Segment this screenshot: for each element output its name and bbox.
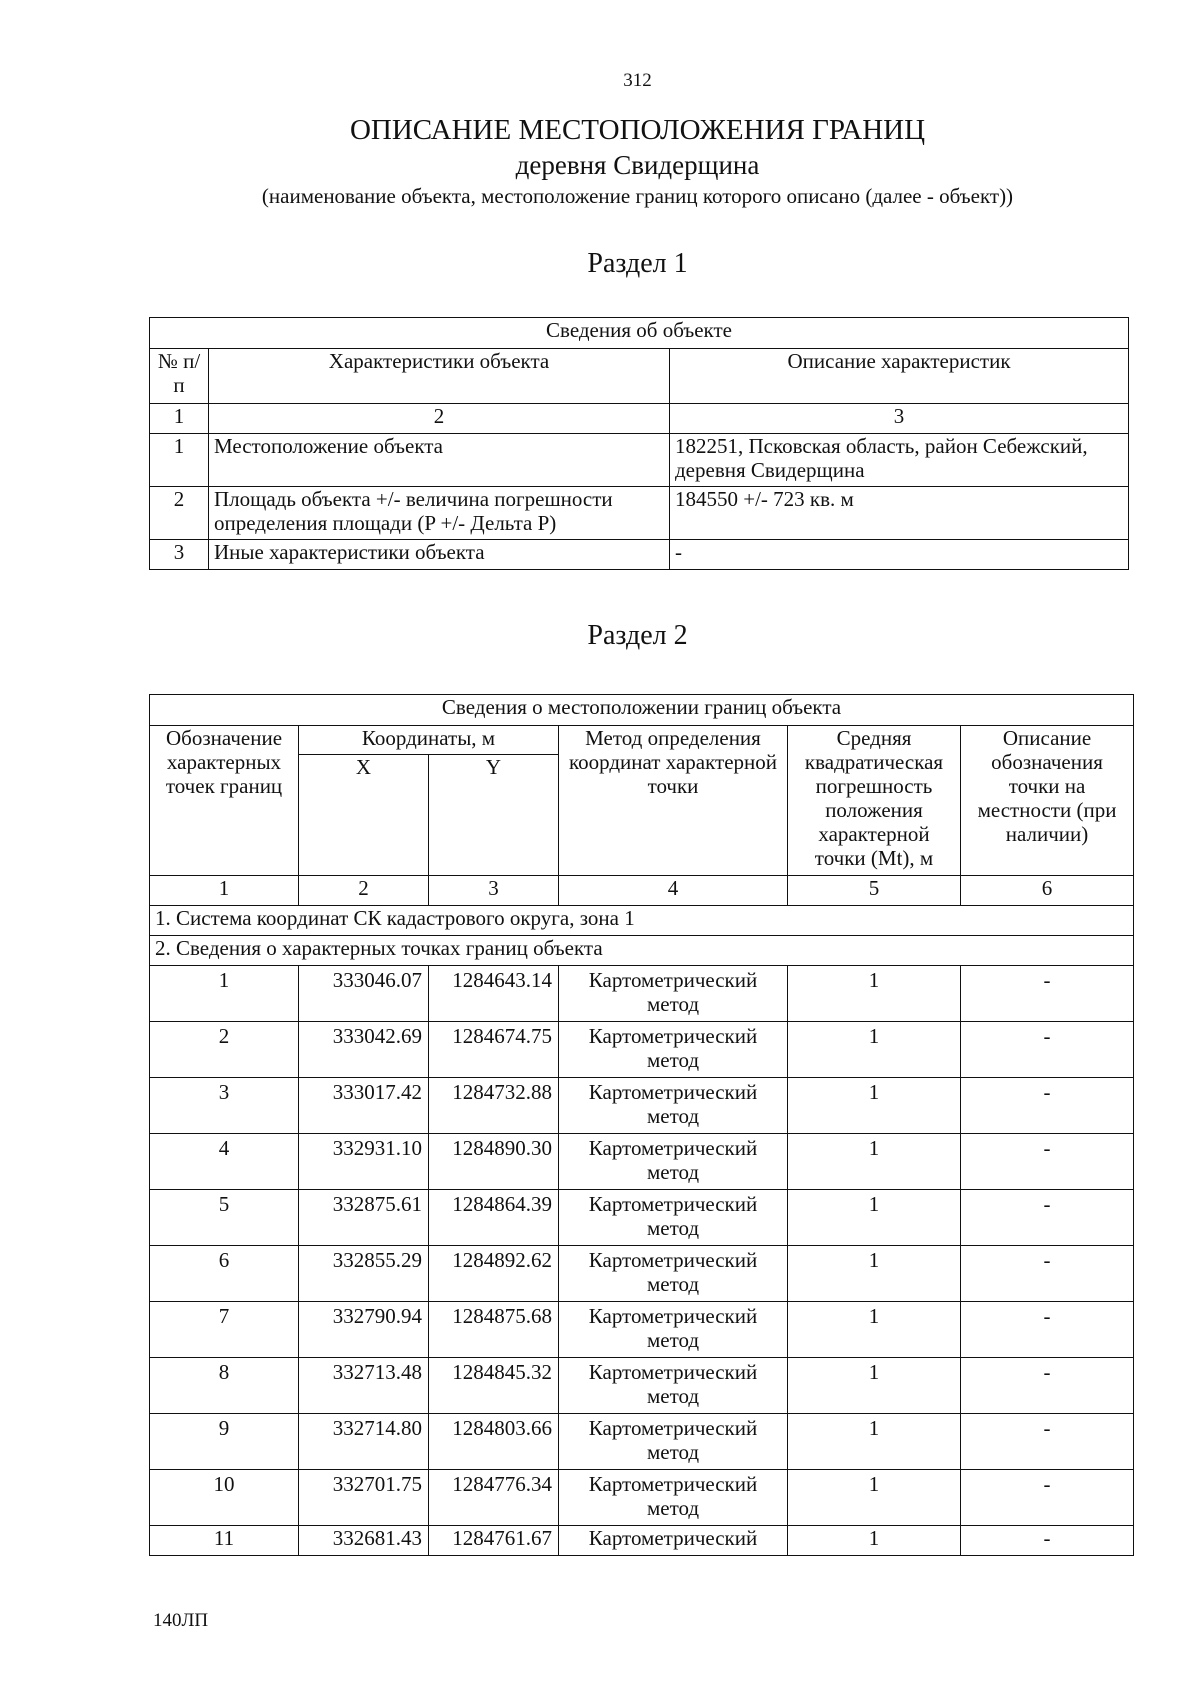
point-method: Картометрический метод [559, 1078, 788, 1134]
point-accuracy: 1 [788, 966, 961, 1022]
coordinate-system-row: 1. Система координат СК кадастрового округа, зона 1 [150, 906, 1134, 936]
point-description: - [961, 1190, 1134, 1246]
footer-code: 140ЛП [153, 1610, 209, 1631]
point-accuracy: 1 [788, 1246, 961, 1302]
point-id: 10 [150, 1470, 299, 1526]
point-y: 1284875.68 [429, 1302, 559, 1358]
table-row [150, 1302, 1134, 1358]
point-y: 1284845.32 [429, 1358, 559, 1414]
point-description: - [961, 1246, 1134, 1302]
point-method: Картометрический метод [559, 1246, 788, 1302]
point-accuracy: 1 [788, 1526, 961, 1556]
point-y: 1284761.67 [429, 1526, 559, 1556]
point-x: 332875.61 [299, 1190, 429, 1246]
point-accuracy: 1 [788, 1190, 961, 1246]
row-characteristic: Иные характеристики объекта [209, 540, 670, 570]
point-description: - [961, 1134, 1134, 1190]
row-num: 3 [150, 540, 209, 570]
point-x: 332855.29 [299, 1246, 429, 1302]
column-number: 1 [150, 404, 209, 434]
point-accuracy: 1 [788, 1414, 961, 1470]
point-x: 332681.43 [299, 1526, 429, 1556]
row-description: 184550 +/- 723 кв. м [670, 487, 1129, 540]
point-id: 11 [150, 1526, 299, 1556]
row-num: 2 [150, 487, 209, 540]
points-body [150, 966, 1134, 1556]
table-row [150, 966, 1134, 1022]
table-row [150, 434, 1129, 487]
point-method: Картометрический метод [559, 1022, 788, 1078]
column-number: 2 [209, 404, 670, 434]
point-x: 333046.07 [299, 966, 429, 1022]
table-row [150, 1134, 1134, 1190]
boundary-points-table [149, 694, 1134, 1556]
row-description: - [670, 540, 1129, 570]
point-x: 332701.75 [299, 1470, 429, 1526]
section-2-heading: Раздел 2 [587, 620, 688, 651]
point-x: 332931.10 [299, 1134, 429, 1190]
column-number: 3 [670, 404, 1129, 434]
object-name: деревня Свидерщина [515, 150, 760, 180]
table-row [150, 1358, 1134, 1414]
point-id: 1 [150, 966, 299, 1022]
point-description: - [961, 966, 1134, 1022]
point-y: 1284890.30 [429, 1134, 559, 1190]
point-x: 332714.80 [299, 1414, 429, 1470]
col-header-x: X [299, 755, 429, 876]
point-description: - [961, 1414, 1134, 1470]
row-characteristic: Местоположение объекта [209, 434, 670, 487]
table-row [150, 1078, 1134, 1134]
column-number: 5 [788, 876, 961, 906]
table-row [150, 1470, 1134, 1526]
column-number: 2 [299, 876, 429, 906]
point-x: 333017.42 [299, 1078, 429, 1134]
point-y: 1284864.39 [429, 1190, 559, 1246]
point-method: Картометрический метод [559, 1134, 788, 1190]
column-number: 6 [961, 876, 1134, 906]
column-number: 3 [429, 876, 559, 906]
col-header-description: Описание характеристик [670, 349, 1129, 404]
point-method: Картометрический метод [559, 1302, 788, 1358]
object-name-caption: (наименование объекта, местоположение границ которого описано (далее - объект)) [261, 184, 1014, 208]
table-row [150, 1190, 1134, 1246]
row-description: 182251, Псковская область, район Себежский, деревня Свидерщина [670, 434, 1129, 487]
col-header-location-description: Описание обозначения точки на местности (при наличии) [961, 726, 1134, 876]
point-y: 1284803.66 [429, 1414, 559, 1470]
col-header-coords: Координаты, м [299, 726, 559, 755]
col-header-characteristic: Характеристики объекта [209, 349, 670, 404]
point-method: Картометрический метод [559, 1358, 788, 1414]
point-description: - [961, 1022, 1134, 1078]
point-id: 5 [150, 1190, 299, 1246]
row-characteristic: Площадь объекта +/- величина погрешности определения площади (P +/- Дельта P) [209, 487, 670, 540]
point-id: 7 [150, 1302, 299, 1358]
table-row [150, 1414, 1134, 1470]
section-1-heading: Раздел 1 [587, 248, 688, 279]
table-row [150, 1526, 1134, 1556]
point-id: 3 [150, 1078, 299, 1134]
object-info-table-title: Сведения об объекте [150, 318, 1129, 349]
table-row [150, 487, 1129, 540]
points-section-row: 2. Сведения о характерных точках границ объекта [150, 936, 1134, 966]
point-id: 6 [150, 1246, 299, 1302]
col-header-y: Y [429, 755, 559, 876]
point-id: 2 [150, 1022, 299, 1078]
point-y: 1284643.14 [429, 966, 559, 1022]
point-accuracy: 1 [788, 1022, 961, 1078]
point-description: - [961, 1302, 1134, 1358]
table-row [150, 1246, 1134, 1302]
point-id: 8 [150, 1358, 299, 1414]
point-id: 9 [150, 1414, 299, 1470]
point-description: - [961, 1078, 1134, 1134]
col-header-num: № п/п [150, 349, 209, 404]
row-num: 1 [150, 434, 209, 487]
object-info-table [149, 317, 1129, 570]
col-header-point: Обозначение характерных точек границ [150, 726, 299, 876]
column-number: 1 [150, 876, 299, 906]
point-description: - [961, 1470, 1134, 1526]
col-header-accuracy: Средняя квадратическая погрешность положения характерной точки (Mt), м [788, 726, 961, 876]
point-y: 1284776.34 [429, 1470, 559, 1526]
boundary-table-title: Сведения о местоположении границ объекта [150, 695, 1134, 726]
column-number: 4 [559, 876, 788, 906]
document-header [0, 112, 1200, 210]
point-method: Картометрический [559, 1526, 788, 1556]
point-method: Картометрический метод [559, 966, 788, 1022]
point-accuracy: 1 [788, 1302, 961, 1358]
page-number: 312 [623, 70, 652, 91]
col-header-method: Метод определения координат характерной точки [559, 726, 788, 876]
document-title: ОПИСАНИЕ МЕСТОПОЛОЖЕНИЯ ГРАНИЦ [349, 114, 926, 146]
table-row [150, 540, 1129, 570]
point-accuracy: 1 [788, 1470, 961, 1526]
point-x: 333042.69 [299, 1022, 429, 1078]
point-y: 1284674.75 [429, 1022, 559, 1078]
point-accuracy: 1 [788, 1078, 961, 1134]
point-description: - [961, 1358, 1134, 1414]
point-x: 332713.48 [299, 1358, 429, 1414]
point-description: - [961, 1526, 1134, 1556]
point-method: Картометрический метод [559, 1414, 788, 1470]
point-method: Картометрический метод [559, 1470, 788, 1526]
table-row [150, 1022, 1134, 1078]
point-y: 1284732.88 [429, 1078, 559, 1134]
point-id: 4 [150, 1134, 299, 1190]
point-y: 1284892.62 [429, 1246, 559, 1302]
point-accuracy: 1 [788, 1358, 961, 1414]
point-method: Картометрический метод [559, 1190, 788, 1246]
point-x: 332790.94 [299, 1302, 429, 1358]
point-accuracy: 1 [788, 1134, 961, 1190]
